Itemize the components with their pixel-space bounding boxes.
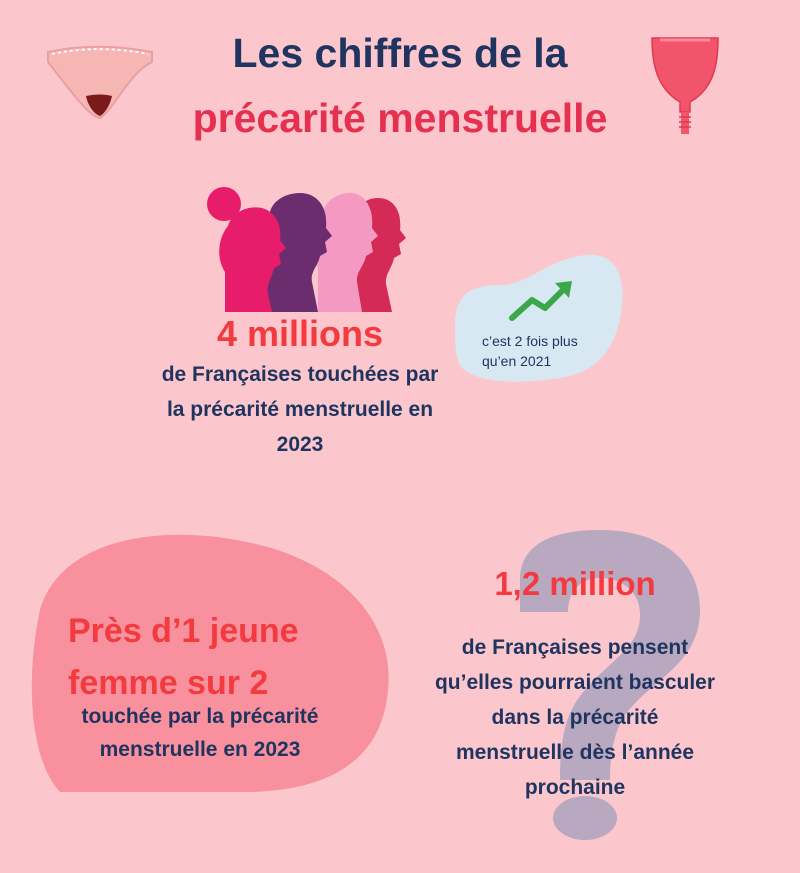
stat2-description: touchée par la précarité menstruelle en 2023 — [81, 705, 319, 761]
page-title: Les chiffres de la — [232, 30, 568, 76]
stat1-number: 4 millions — [216, 313, 384, 354]
stat3-number: 1,2 million — [494, 565, 656, 602]
women-silhouettes-icon — [207, 187, 406, 312]
stat1-description: de Françaises touchées par la précarité menstruelle en 2023 — [161, 363, 439, 456]
page-title-highlight: précarité menstruelle — [192, 95, 608, 141]
stat2-number: Près d’1 jeune femme sur 2 — [68, 612, 299, 702]
trend-bubble-text: c’est 2 fois plus qu’en 2021 — [482, 333, 578, 369]
stat3-description: de Françaises pensent qu’elles pourraient basculer dans la précarité menstruelle dès l’année prochaine — [434, 636, 716, 799]
